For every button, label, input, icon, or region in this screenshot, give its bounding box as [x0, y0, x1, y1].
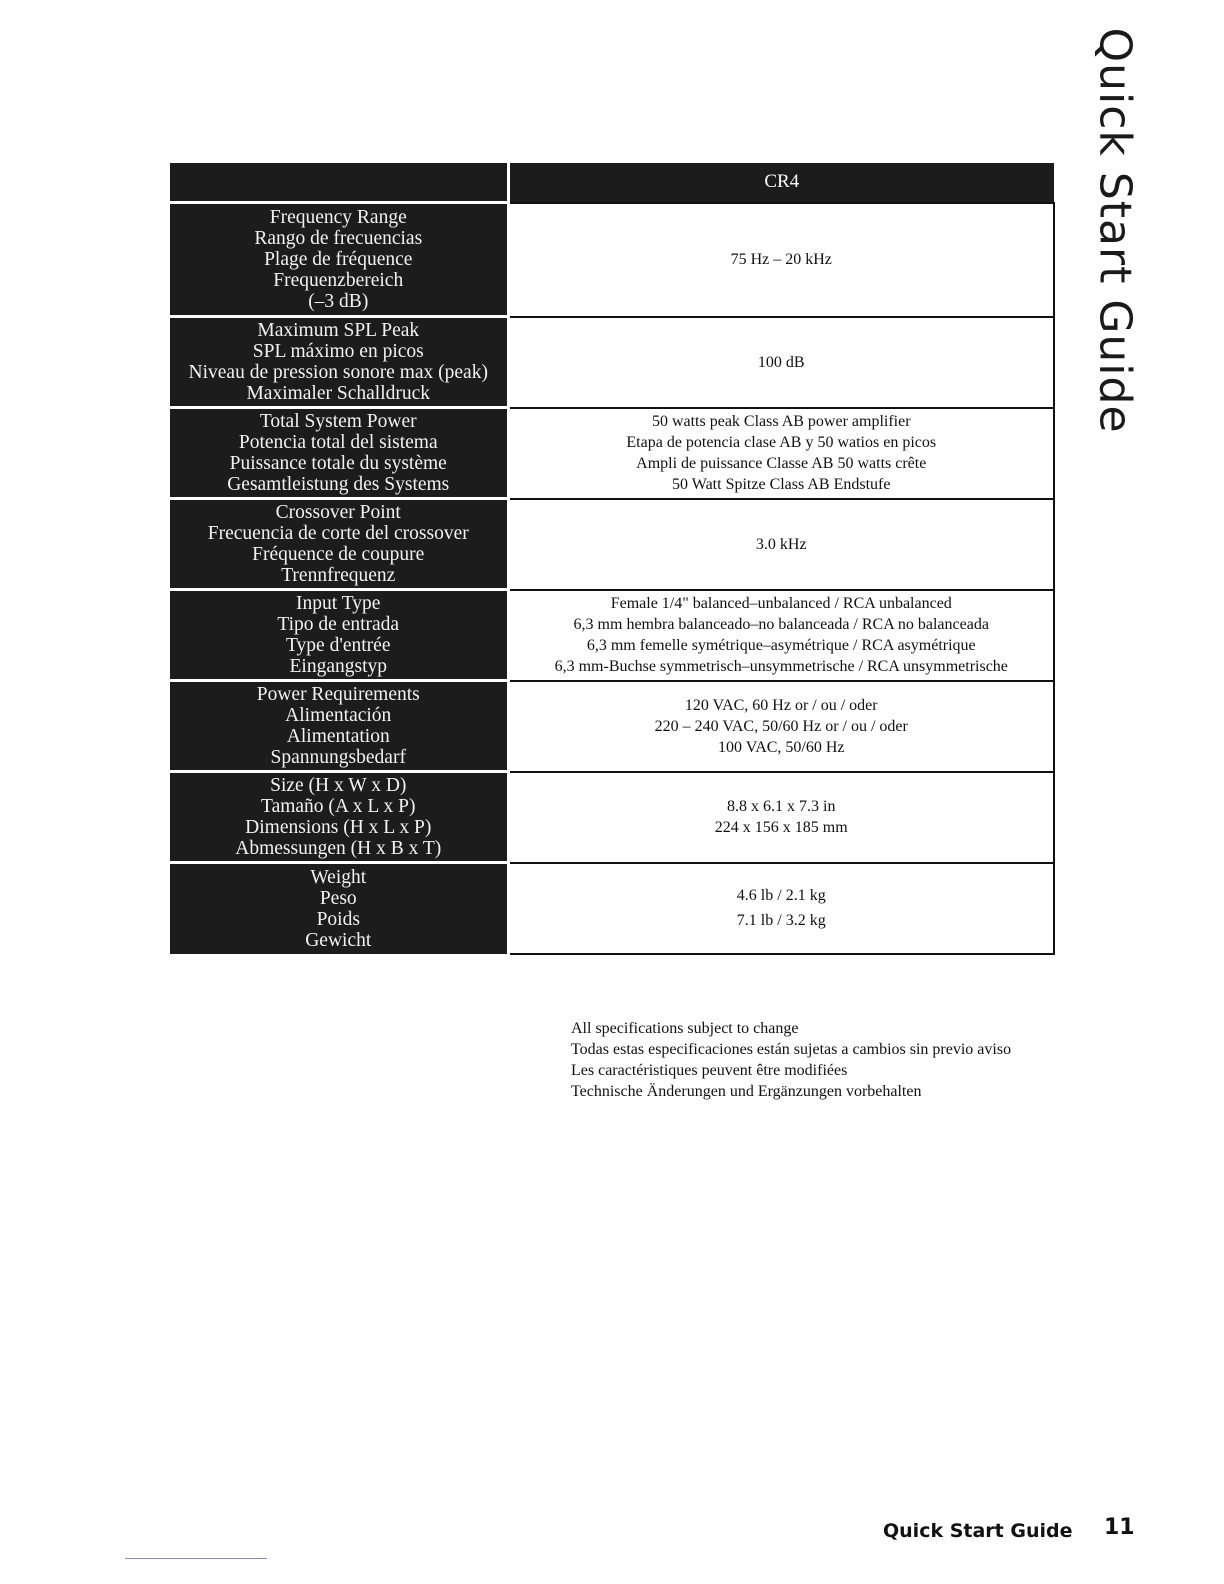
page-number: 11	[1104, 1515, 1135, 1540]
model-header: CR4	[508, 163, 1054, 203]
spec-label-de: Frequenzbereich	[273, 270, 404, 291]
spec-label-fr: Type d'entrée	[286, 635, 391, 656]
spec-value-line: 100 VAC, 50/60 Hz	[717, 738, 845, 756]
spec-value-cell	[508, 408, 1054, 499]
table-row-power-requirements	[170, 681, 1054, 772]
side-section-title-text: Quick Start Guide	[1089, 26, 1141, 434]
specifications-table	[170, 163, 1055, 955]
spec-value-es: Etapa de potencia clase AB y 50 watios en picos	[626, 434, 937, 451]
spec-label-en: Power Requirements	[256, 684, 420, 705]
spec-value-line: 120 VAC, 60 Hz or / ou / oder	[684, 696, 878, 714]
table-row-max-spl	[170, 317, 1054, 408]
spec-label-cell	[170, 317, 508, 408]
spec-value-metric: 224 x 156 x 185 mm	[714, 819, 848, 836]
spec-value: 3.0 kHz	[755, 535, 807, 553]
spec-value-fr: Ampli de puissance Classe AB 50 watts crête	[636, 455, 927, 472]
spec-label-de: Gewicht	[305, 929, 372, 951]
table-row-frequency-range	[170, 203, 1054, 317]
spec-label-fr: Puissance totale du système	[229, 453, 447, 474]
spec-value-cell	[508, 681, 1054, 772]
table-row-crossover	[170, 499, 1054, 590]
spec-label-fr: Poids	[316, 908, 360, 930]
spec-label-cell	[170, 203, 508, 317]
spec-value-en: 50 watts peak Class AB power amplifier	[651, 413, 911, 430]
spec-value-cell	[508, 772, 1054, 863]
spec-label-en: Input Type	[296, 593, 381, 614]
spec-value-de: 6,3 mm-Buchse symmetrisch–unsymmetrische / RCA unsymmetrische	[554, 658, 1008, 675]
spec-label-en: Total System Power	[259, 411, 417, 432]
spec-value-line: 7.1 lb / 3.2 kg	[736, 912, 826, 929]
spec-label-de: Maximaler Schalldruck	[246, 383, 431, 404]
spec-value-line: 4.6 lb / 2.1 kg	[736, 887, 826, 904]
spec-value-fr: 6,3 mm femelle symétrique–asymétrique / RCA asymétrique	[586, 637, 976, 654]
spec-label-es: Potencia total del sistema	[238, 432, 438, 453]
footnote-en: All specifications subject to change	[571, 1020, 799, 1037]
spec-value-imperial: 8.8 x 6.1 x 7.3 in	[727, 798, 836, 815]
spec-label-fr: Fréquence de coupure	[252, 544, 425, 565]
spec-label-en: Size (H x W x D)	[270, 775, 407, 796]
spec-value-en: Female 1/4" balanced–unbalanced / RCA unbalanced	[610, 595, 952, 612]
spec-label-es: SPL máximo en picos	[252, 341, 424, 362]
spec-label-es: Alimentación	[285, 705, 392, 726]
spec-label-cell	[170, 408, 508, 499]
spec-value: 75 Hz – 20 kHz	[730, 251, 832, 268]
table-header-row	[170, 163, 1054, 203]
spec-value: 100 dB	[757, 353, 805, 371]
spec-label-es: Tipo de entrada	[277, 614, 400, 635]
table-row-weight	[170, 863, 1054, 954]
spec-label-cell	[170, 590, 508, 681]
spec-label-fr: Plage de fréquence	[264, 249, 413, 270]
spec-label-cell	[170, 863, 508, 954]
spec-value-cell	[508, 317, 1054, 408]
spec-label-en: Crossover Point	[275, 502, 401, 523]
spec-label-es: Frecuencia de corte del crossover	[207, 523, 469, 544]
footnote-fr: Les caractéristiques peuvent être modifiées	[571, 1062, 848, 1079]
spec-value-cell	[508, 590, 1054, 681]
spec-label-es: Peso	[319, 887, 357, 909]
spec-label-en: Maximum SPL Peak	[257, 320, 420, 341]
side-section-title	[1050, 26, 1180, 434]
specifications-footnote	[571, 1018, 1011, 1102]
spec-label-cell	[170, 681, 508, 772]
spec-label-en: Frequency Range	[269, 207, 407, 228]
footnote-de: Technische Änderungen und Ergänzungen vorbehalten	[571, 1083, 922, 1100]
spec-label-cell	[170, 499, 508, 590]
spec-label-de: Abmessungen (H x B x T)	[235, 838, 442, 859]
spec-label-cell	[170, 772, 508, 863]
spec-label-fr: Niveau de pression sonore max (peak)	[188, 362, 488, 383]
spec-value-cell	[508, 863, 1054, 954]
spec-value-line: 220 – 240 VAC, 50/60 Hz or / ou / oder	[654, 717, 908, 735]
spec-value-cell	[508, 499, 1054, 590]
spec-label-es: Rango de frecuencias	[254, 228, 423, 249]
header-blank-cell	[170, 163, 508, 203]
spec-label-de: Trennfrequenz	[281, 565, 396, 586]
table-row-system-power	[170, 408, 1054, 499]
spec-label-note: (–3 dB)	[308, 291, 369, 312]
table-row-input-type	[170, 590, 1054, 681]
spec-label-en: Weight	[310, 866, 367, 888]
spec-value-cell	[508, 203, 1054, 317]
spec-value-de: 50 Watt Spitze Class AB Endstufe	[672, 476, 891, 493]
spec-label-de: Gesamtleistung des Systems	[227, 474, 450, 495]
spec-label-de: Eingangstyp	[289, 656, 387, 677]
spec-label-de: Spannungsbedarf	[270, 747, 406, 768]
spec-label-es: Tamaño (A x L x P)	[261, 796, 416, 817]
spec-label-fr: Alimentation	[286, 726, 390, 747]
footer-guide-title: Quick Start Guide	[883, 1520, 1073, 1542]
table-row-size	[170, 772, 1054, 863]
scan-edge-line	[125, 1558, 267, 1559]
spec-value-es: 6,3 mm hembra balanceado–no balanceada / RCA no balanceada	[573, 616, 989, 633]
spec-label-fr: Dimensions (H x L x P)	[245, 817, 432, 838]
footnote-es: Todas estas especificaciones están sujetas a cambios sin previo aviso	[571, 1041, 1012, 1058]
